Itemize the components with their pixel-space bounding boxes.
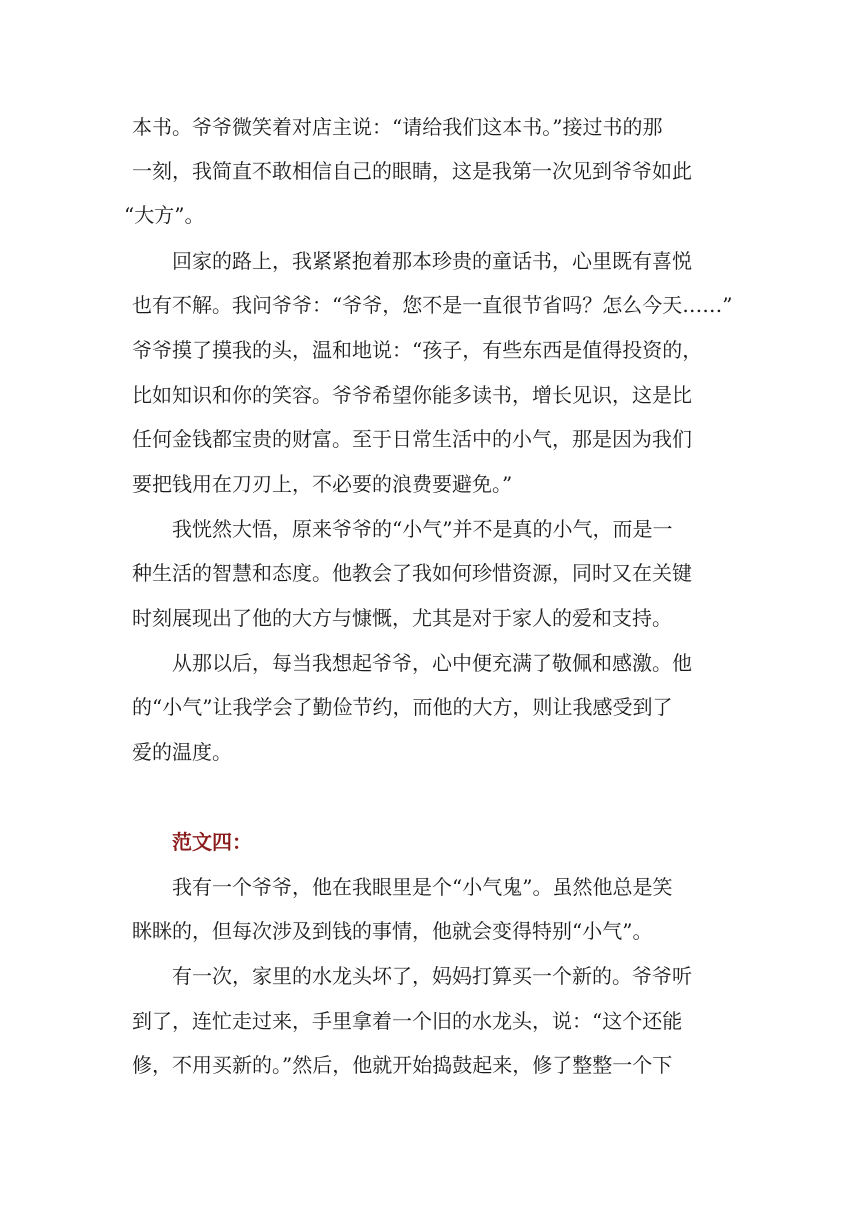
text-line: 修，不用买新的。”然后，他就开始捣鼓起来，修了整整一个下 [132,1053,673,1077]
text-line: 的“小气”让我学会了勤俭节约，而他的大方，则让我感受到了 [132,695,673,719]
text-line: 也有不解。我问爷爷：“爷爷，您不是一直很节省吗？怎么今天……” [132,293,733,317]
text-line: 本书。爷爷微笑着对店主说：“请给我们这本书。”接过书的那 [132,115,663,139]
text-line: 时刻展现出了他的大方与慷慨，尤其是对于家人的爱和支持。 [132,606,672,630]
text-line: 有一次，家里的水龙头坏了，妈妈打算买一个新的。爷爷听 [172,964,692,988]
text-line: 比如知识和你的笑容。爷爷希望你能多读书，增长见识，这是比 [132,383,692,407]
text-line: 从那以后，每当我想起爷爷，心中便充满了敬佩和感激。他 [172,651,692,675]
section-heading: 范文四： [172,830,252,854]
text-line: 回家的路上，我紧紧抱着那本珍贵的童话书，心里既有喜悦 [172,249,692,273]
text-line: 我恍然大悟，原来爷爷的“小气”并不是真的小气，而是一 [172,517,673,541]
text-line: 任何金钱都宝贵的财富。至于日常生活中的小气，那是因为我们 [132,427,692,451]
text-line: “大方”。 [124,203,205,227]
text-line: 眯眯的，但每次涉及到钱的事情，他就会变得特别“小气”。 [132,919,653,943]
text-line: 一刻，我简直不敢相信自己的眼睛，这是我第一次见到爷爷如此 [132,159,692,183]
text-line: 到了，连忙走过来，手里拿着一个旧的水龙头，说：“这个还能 [132,1009,683,1033]
text-line: 爷爷摸了摸我的头，温和地说：“孩子，有些东西是值得投资的， [132,338,703,362]
text-line: 我有一个爷爷，他在我眼里是个“小气鬼”。虽然他总是笑 [172,875,673,899]
text-line: 要把钱用在刀刃上，不必要的浪费要避免。” [132,472,513,496]
text-line: 爱的温度。 [132,740,232,764]
text-line: 种生活的智慧和态度。他教会了我如何珍惜资源，同时又在关键 [132,561,692,585]
